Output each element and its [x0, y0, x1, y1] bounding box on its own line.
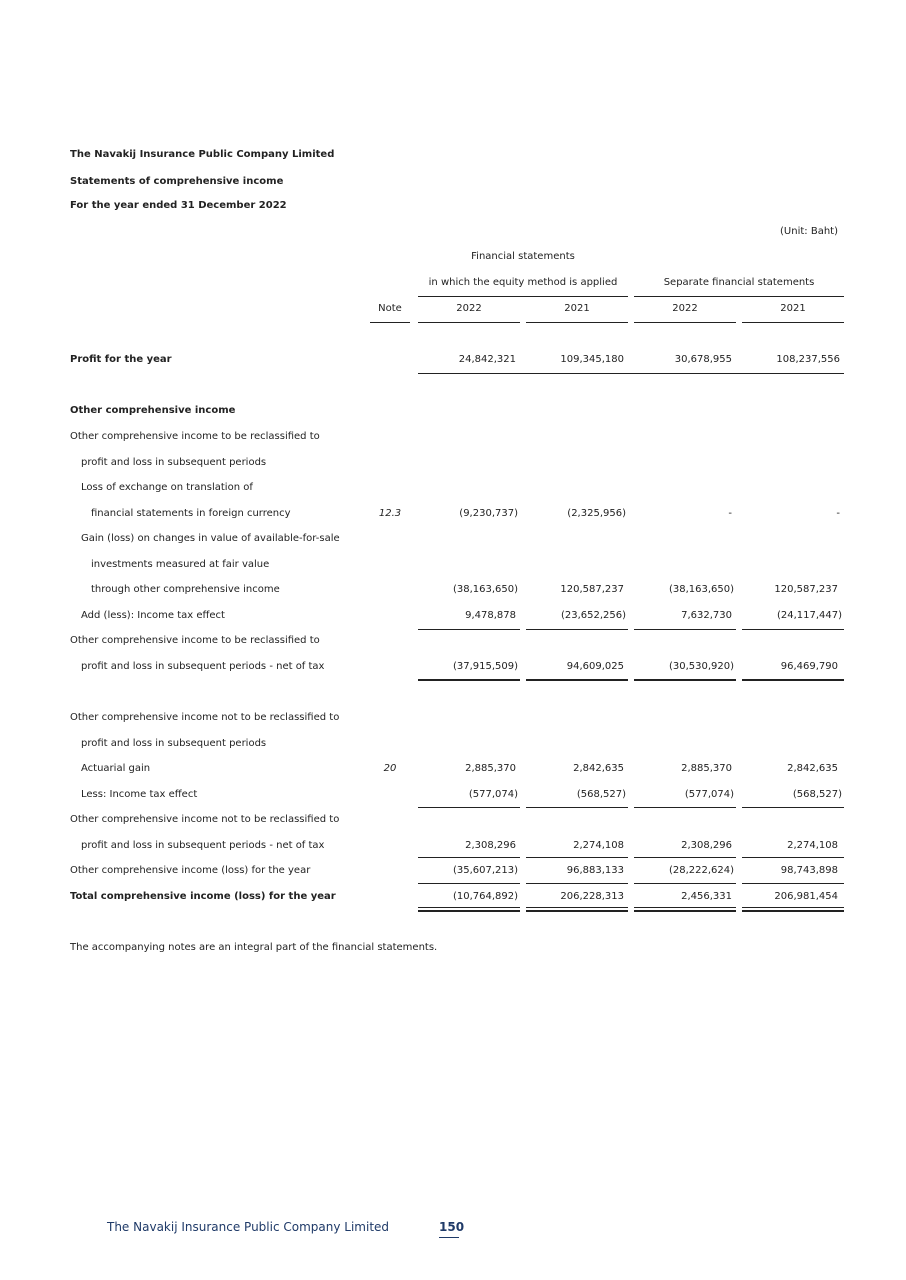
subtotal-rule [526, 883, 628, 884]
value-cell: 94,609,025 [566, 661, 624, 672]
value-cell: 98,743,898 [780, 865, 838, 876]
subtotal-rule [634, 807, 736, 808]
section-total-rule [634, 679, 736, 681]
column-year-2022-consolidated: 2022 [456, 303, 482, 314]
subtotal-rule [742, 807, 844, 808]
column-year-2022-separate: 2022 [672, 303, 698, 314]
value-cell: (38,163,650) [452, 584, 518, 595]
value-cell: (9,230,737) [459, 508, 518, 519]
value-cell: 2,456,331 [681, 891, 732, 902]
value-cell: 2,842,635 [573, 763, 624, 774]
section-total-rule [526, 679, 628, 681]
row-label: investments measured at fair value [91, 559, 270, 570]
value-cell: 109,345,180 [560, 354, 624, 365]
value-cell: (23,652,256) [560, 610, 626, 621]
value-cell: (10,764,892) [452, 891, 518, 902]
row-label: Total comprehensive income (loss) for the year [70, 891, 336, 902]
value-cell: 206,981,454 [774, 891, 838, 902]
grand-total-rule [742, 907, 844, 912]
footer-company-name: The Navakij Insurance Public Company Limited [107, 1220, 390, 1234]
subtotal-rule [526, 807, 628, 808]
value-cell: 2,274,108 [573, 840, 624, 851]
subtotal-rule [418, 629, 520, 630]
row-label: Gain (loss) on changes in value of available-for-sale [81, 533, 340, 544]
row-label: Other comprehensive income not to be reclassified to [70, 712, 340, 723]
column-note: Note [378, 303, 402, 314]
value-cell: (577,074) [684, 789, 734, 800]
row-label: Other comprehensive income (loss) for the year [70, 865, 311, 876]
value-cell: 96,883,133 [566, 865, 624, 876]
section-heading: Other comprehensive income [70, 405, 236, 416]
value-cell: 2,842,635 [787, 763, 838, 774]
value-cell: 2,308,296 [681, 840, 732, 851]
row-label: through other comprehensive income [91, 584, 280, 595]
column-group-consolidated-line1: Financial statements [471, 251, 575, 262]
footnote: The accompanying notes are an integral part of the financial statements. [70, 942, 438, 953]
section-total-rule [742, 679, 844, 681]
value-cell: (2,325,956) [567, 508, 626, 519]
column-group-consolidated-line2: in which the equity method is applied [428, 277, 618, 288]
subtotal-rule [526, 629, 628, 630]
column-year-2021-consolidated: 2021 [564, 303, 590, 314]
value-cell: 2,885,370 [465, 763, 516, 774]
section-total-rule [418, 679, 520, 681]
row-label: Loss of exchange on translation of [81, 482, 253, 493]
value-cell: (28,222,624) [668, 865, 734, 876]
column-year-2021-separate: 2021 [780, 303, 806, 314]
header-rule-year [634, 322, 736, 323]
header-rule-year [526, 322, 628, 323]
statement-period: For the year ended 31 December 2022 [70, 200, 287, 211]
row-label: profit and loss in subsequent periods [81, 738, 267, 749]
total-rule [418, 373, 844, 374]
value-cell: 2,308,296 [465, 840, 516, 851]
value-cell: (30,530,920) [668, 661, 734, 672]
value-cell: 96,469,790 [780, 661, 838, 672]
row-label: Actuarial gain [81, 763, 151, 774]
subtotal-rule [526, 857, 628, 858]
value-cell: (568,527) [576, 789, 626, 800]
grand-total-rule [526, 907, 628, 912]
value-cell: 24,842,321 [458, 354, 516, 365]
unit-label: (Unit: Baht) [780, 226, 838, 237]
header-rule-separate [634, 296, 844, 297]
row-label: profit and loss in subsequent periods - net of tax [81, 840, 325, 851]
note-ref: 12.3 [378, 508, 402, 519]
note-ref: 20 [383, 763, 397, 774]
header-rule-consolidated [418, 296, 628, 297]
column-group-separate: Separate financial statements [663, 277, 815, 288]
value-cell: (38,163,650) [668, 584, 734, 595]
grand-total-rule [634, 907, 736, 912]
subtotal-rule [742, 629, 844, 630]
value-cell: - [728, 508, 732, 519]
row-label: Other comprehensive income not to be reclassified to [70, 814, 340, 825]
row-label: Less: Income tax effect [81, 789, 198, 800]
row-label: Other comprehensive income to be reclassified to [70, 431, 320, 442]
row-label: financial statements in foreign currency [91, 508, 291, 519]
subtotal-rule [418, 883, 520, 884]
subtotal-rule [418, 857, 520, 858]
header-rule-year [418, 322, 520, 323]
value-cell: (35,607,213) [452, 865, 518, 876]
value-cell: 30,678,955 [674, 354, 732, 365]
company-name: The Navakij Insurance Public Company Limited [70, 149, 335, 160]
page-number-underline [439, 1237, 459, 1238]
value-cell: 108,237,556 [776, 354, 840, 365]
value-cell: (577,074) [468, 789, 518, 800]
value-cell: (24,117,447) [776, 610, 842, 621]
grand-total-rule [418, 907, 520, 912]
value-cell: 120,587,237 [774, 584, 838, 595]
subtotal-rule [634, 629, 736, 630]
value-cell: 120,587,237 [560, 584, 624, 595]
value-cell: - [836, 508, 840, 519]
page-number: 150 [439, 1220, 465, 1234]
subtotal-rule [742, 883, 844, 884]
subtotal-rule [634, 883, 736, 884]
value-cell: 206,228,313 [560, 891, 624, 902]
value-cell: (37,915,509) [452, 661, 518, 672]
value-cell: 7,632,730 [681, 610, 732, 621]
value-cell: 2,274,108 [787, 840, 838, 851]
subtotal-rule [742, 857, 844, 858]
value-cell: 9,478,878 [465, 610, 516, 621]
subtotal-rule [634, 857, 736, 858]
row-label: profit and loss in subsequent periods - net of tax [81, 661, 325, 672]
header-rule-note [370, 322, 410, 323]
statement-title: Statements of comprehensive income [70, 176, 284, 187]
subtotal-rule [418, 807, 520, 808]
row-label: Add (less): Income tax effect [81, 610, 225, 621]
value-cell: 2,885,370 [681, 763, 732, 774]
value-cell: (568,527) [792, 789, 842, 800]
row-label: Profit for the year [70, 354, 172, 365]
row-label: profit and loss in subsequent periods [81, 457, 267, 468]
row-label: Other comprehensive income to be reclassified to [70, 635, 320, 646]
header-rule-year [742, 322, 844, 323]
